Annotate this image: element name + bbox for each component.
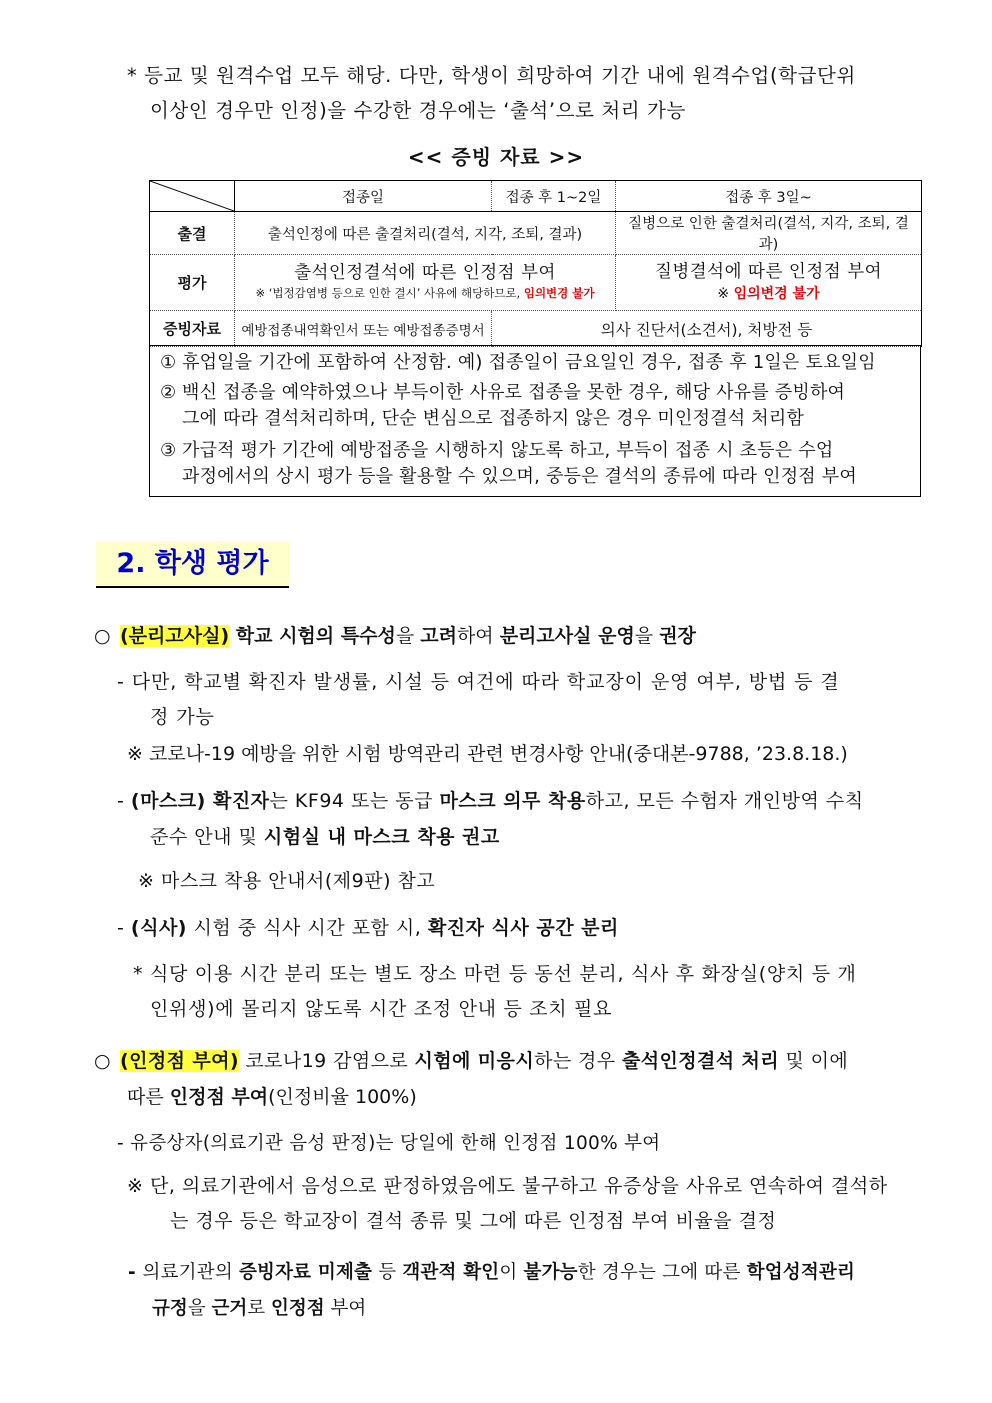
evaluation-illness-note <box>620 283 917 305</box>
note-text: 백신 접종을 예약하였으나 부득이한 사유로 접종을 못한 경우, 해당 사유를 증빙하여 <box>182 382 846 403</box>
p1-text: 을 <box>395 625 421 647</box>
evidence-table <box>149 180 922 347</box>
p2-text: 출석인정결석 처리 <box>621 1050 780 1072</box>
intro-note-line1: * 등교 및 원격수업 모두 해당. 다만, 학생이 희망하여 기간 내에 원격수업(학급단위 <box>127 64 856 87</box>
p2-text: 하는 경우 <box>534 1050 622 1072</box>
evidence-note-3-cont: 과정에서의 상시 평가 등을 활용할 수 있으며, 중등은 결석의 종류에 따라 인정점 부여 <box>182 466 857 487</box>
p2-text: 객관적 확인 <box>402 1262 500 1283</box>
p2-text: 부여 <box>324 1298 367 1319</box>
p2-text: 을 <box>187 1298 212 1319</box>
documents-vaccination-cell: 예방접종내역확인서 또는 예방접종증명서 <box>235 311 492 347</box>
p1-text: 하여 <box>456 625 500 647</box>
operation-note-line1: - 다만, 학교별 확진자 발생률, 시설 등 여건에 따라 학교장이 운영 여부, 방법 등 결 <box>117 671 840 693</box>
mask-text: 시험실 내 마스크 착용 권고 <box>263 826 500 848</box>
p2-text: 따른 <box>127 1086 170 1108</box>
row-label-attendance: 출결 <box>150 212 235 255</box>
attendance-recognized-cell: 출석인정에 따른 출결처리(결석, 지각, 조퇴, 결과) <box>235 212 616 255</box>
evaluation-recognized-note-text: ※ ‘법정감염병 등으로 인한 결시’ 사유에 해당하므로, <box>255 285 524 300</box>
no-arbitrary-change-label: 임의변경 불가 <box>523 285 595 300</box>
credit-score-tag: (인정점 부여) <box>120 1050 239 1072</box>
dash: - <box>117 917 131 939</box>
meal-note-line2: 인위생)에 몰리지 않도록 시간 조정 안내 등 조치 필요 <box>150 998 613 1020</box>
p1-text: 학교 시험의 특수성 <box>229 625 396 647</box>
p2-text: 규정 <box>152 1298 188 1319</box>
meal-item <box>117 914 619 942</box>
no-evidence-item-line1 <box>128 1259 855 1287</box>
separate-exam-room-tag: (분리고사실) <box>120 625 230 647</box>
header-after-1-2-days: 접종 후 1~2일 <box>492 181 616 212</box>
meal-text: 확진자 식사 공간 분리 <box>427 917 619 939</box>
evidence-note-3 <box>160 438 833 464</box>
p2-text: 인정점 <box>271 1298 325 1319</box>
mask-item-line2 <box>150 823 500 851</box>
p1-text: 을 <box>634 625 660 647</box>
p2-text: 학업성적관리 <box>746 1262 856 1283</box>
note-number: ③ <box>160 440 177 461</box>
table-header-row <box>150 181 922 212</box>
principal-decision-note-line1: ※ 단, 의료기관에서 음성으로 판정하였음에도 불구하고 유증상을 사유로 연속하여 결석하 <box>127 1175 888 1197</box>
mask-tag: (마스크) <box>130 790 206 812</box>
p2-text: 코로나19 감염으로 <box>238 1050 415 1072</box>
p2-text: 로 <box>247 1298 272 1319</box>
no-evidence-item-line2 <box>152 1295 366 1323</box>
reference-mark: ※ <box>717 285 734 302</box>
p1-text: 권장 <box>659 625 696 647</box>
dash: - <box>117 790 131 812</box>
diagonal-header-cell <box>150 181 235 212</box>
mask-reference: ※ 마스크 착용 안내서(제9판) 참고 <box>138 870 436 892</box>
row-label-documents: 증빙자료 <box>150 311 235 347</box>
mask-text: 마스크 의무 착용 <box>439 790 586 812</box>
header-vaccination-day: 접종일 <box>235 181 492 212</box>
dash: - <box>128 1262 143 1283</box>
table-row <box>150 255 922 311</box>
note-number: ① <box>160 352 177 373</box>
p1-text: 분리고사실 운영 <box>499 625 635 647</box>
evaluation-recognized-cell <box>235 255 616 311</box>
evaluation-recognized-main: 출석인정결석에 따른 인정점 부여 <box>294 262 556 283</box>
documents-medical-cell: 의사 진단서(소견서), 처방전 등 <box>492 311 922 347</box>
mask-item-line1 <box>117 787 864 815</box>
separate-exam-room-item <box>94 622 696 650</box>
evaluation-illness-cell <box>616 255 922 311</box>
credit-score-line2 <box>127 1083 417 1111</box>
p2-text: 증빙자료 미제출 <box>238 1262 373 1283</box>
p2-text: 한 경우는 그에 따른 <box>577 1262 747 1283</box>
p2-text: 인정점 부여 <box>169 1086 269 1108</box>
meal-note-line1: * 식당 이용 시간 분리 또는 별도 장소 마련 등 동선 분리, 식사 후 화장실(양치 등 개 <box>133 963 857 985</box>
credit-score-item <box>94 1047 848 1075</box>
evidence-note-2-cont: 그에 따라 결석처리하며, 단순 변심으로 접종하지 않은 경우 미인정결석 처리함 <box>182 408 805 429</box>
p2-text: 불가능 <box>523 1262 578 1283</box>
intro-note-line2: 이상인 경우만 인정)을 수강한 경우에는 ‘출석’으로 처리 가능 <box>150 99 686 122</box>
section-heading: 2. 학생 평가 <box>96 541 289 588</box>
row-label-evaluation: 평가 <box>150 255 235 311</box>
symptomatic-item: - 유증상자(의료기관 음성 판정)는 당일에 한해 인정점 100% 부여 <box>117 1133 661 1154</box>
header-after-3-days: 접종 후 3일~ <box>616 181 922 212</box>
evidence-title: << 증빙 자료 >> <box>407 145 585 169</box>
circle-bullet-icon: ○ <box>94 625 111 647</box>
meal-tag: (식사) <box>130 917 187 939</box>
note-text: 가급적 평가 기간에 예방접종을 시행하지 않도록 하고, 부득이 접종 시 초등은 수업 <box>182 440 834 461</box>
mask-text: 준수 안내 및 <box>150 826 264 848</box>
evidence-note-1 <box>160 350 876 376</box>
note-text: 휴업일을 기간에 포함하여 산정함. 예) 접종일이 금요일인 경우, 접종 후 1일은 토요일임 <box>182 352 876 373</box>
p2-text: 시험에 미응시 <box>414 1050 535 1072</box>
evaluation-recognized-note <box>239 283 611 303</box>
note-number: ② <box>160 382 177 403</box>
p2-text: 및 이에 <box>779 1050 849 1072</box>
p2-text: 근거 <box>211 1298 248 1319</box>
meal-text: 시험 중 식사 시간 포함 시, <box>186 917 428 939</box>
principal-decision-note-line2: 는 경우 등은 학교장이 결석 종류 및 그에 따른 인정점 부여 비율을 결정 <box>170 1210 777 1232</box>
p2-text: 등 <box>372 1262 403 1283</box>
p2-text: 의료기관의 <box>142 1262 239 1283</box>
mask-text: 확진자 <box>205 790 270 812</box>
circle-bullet-icon: ○ <box>94 1050 111 1072</box>
attendance-illness-cell: 질병으로 인한 출결처리(결석, 지각, 조퇴, 결과) <box>616 212 922 255</box>
table-row <box>150 311 922 347</box>
mask-text: 는 KF94 또는 동급 <box>269 790 440 812</box>
evidence-notes-box <box>149 345 921 497</box>
operation-note-line2: 정 가능 <box>150 706 215 728</box>
evaluation-illness-main: 질병결석에 따른 인정점 부여 <box>654 261 883 282</box>
quarantine-reference: ※ 코로나-19 예방을 위한 시험 방역관리 관련 변경사항 안내(중대본-9788, ’23.8.18.) <box>127 743 848 765</box>
evidence-note-2 <box>160 380 845 406</box>
p2-text: (인정비율 100%) <box>268 1086 417 1108</box>
mask-text: 하고, 모든 수험자 개인방역 수칙 <box>585 790 864 812</box>
no-arbitrary-change-label: 임의변경 불가 <box>733 285 820 302</box>
p1-text: 고려 <box>420 625 457 647</box>
p2-text: 이 <box>499 1262 524 1283</box>
table-row <box>150 212 922 255</box>
